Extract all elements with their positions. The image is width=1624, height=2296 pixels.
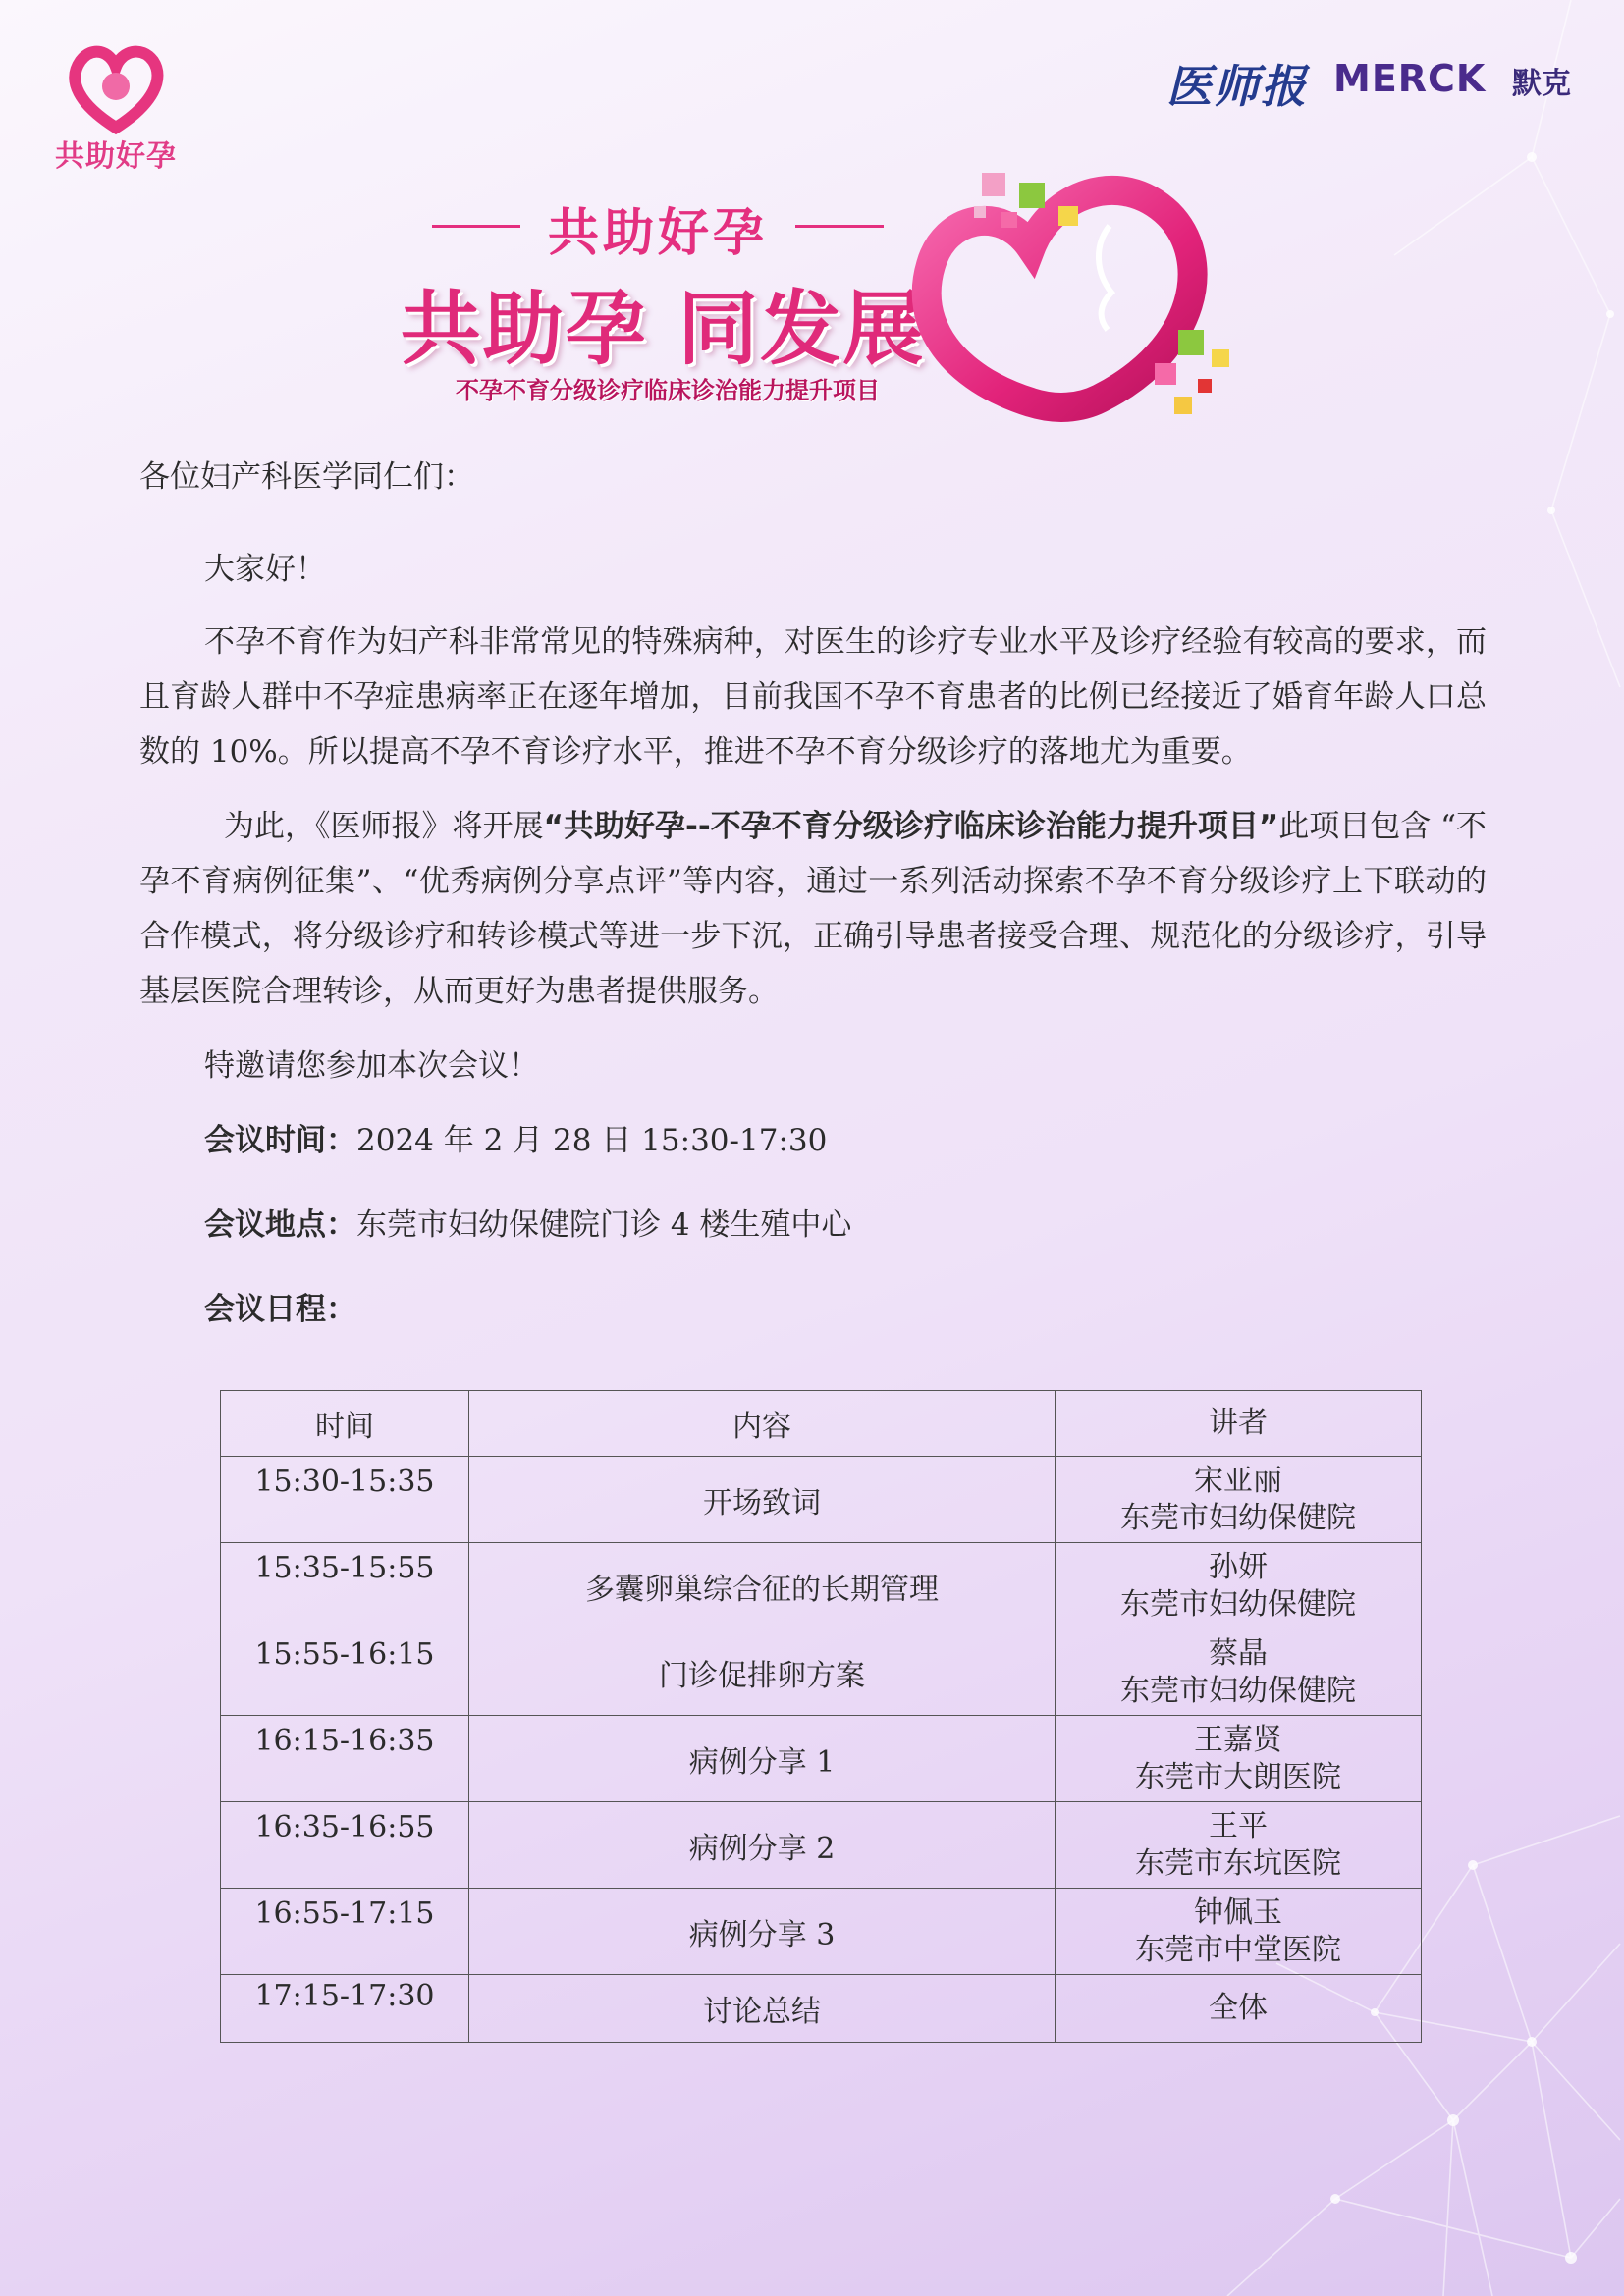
meeting-place bbox=[204, 1198, 1487, 1253]
table-row bbox=[221, 1975, 1422, 2043]
banner-caption: 不孕不育分级诊疗临床诊治能力提升项目 bbox=[456, 377, 880, 404]
row-speaker bbox=[1056, 1889, 1422, 1975]
table-row bbox=[221, 1889, 1422, 1975]
row-speaker bbox=[1056, 1543, 1422, 1629]
banner-subtitle: 共助好孕 bbox=[442, 191, 874, 265]
speaker-name: 钟佩玉 bbox=[1194, 1895, 1282, 1930]
speaker-hospital: 东莞市妇幼保健院 bbox=[1120, 1500, 1356, 1535]
table-row bbox=[221, 1716, 1422, 1802]
salutation: 各位妇产科医学同仁们： bbox=[139, 459, 474, 495]
speaker-name: 王嘉贤 bbox=[1194, 1722, 1282, 1757]
heart-emblem-icon bbox=[884, 157, 1257, 432]
row-speaker bbox=[1056, 1975, 1422, 2043]
sponsor-merck-cn-logo: 默克 bbox=[1512, 67, 1571, 101]
row-speaker bbox=[1056, 1802, 1422, 1889]
invitation-letter bbox=[139, 450, 1487, 1366]
row-time: 15:35-15:55 bbox=[221, 1543, 469, 1629]
speaker-hospital: 东莞市中堂医院 bbox=[1135, 1932, 1341, 1967]
header-speaker: 讲者 bbox=[1056, 1391, 1422, 1457]
speaker-name: 宋亚丽 bbox=[1194, 1463, 1282, 1498]
meeting-place-value: 东莞市妇幼保健院门诊 4 楼生殖中心 bbox=[356, 1207, 852, 1243]
speaker-name: 王平 bbox=[1209, 1808, 1268, 1843]
row-speaker bbox=[1056, 1716, 1422, 1802]
meeting-time-value: 2024 年 2 月 28 日 15:30-17:30 bbox=[356, 1123, 828, 1158]
speaker-hospital: 东莞市妇幼保健院 bbox=[1120, 1586, 1356, 1622]
speaker-name: 孙妍 bbox=[1209, 1549, 1268, 1584]
row-time: 17:15-17:30 bbox=[221, 1975, 469, 2043]
meeting-time-label: 会议时间： bbox=[204, 1123, 356, 1158]
meeting-place-label: 会议地点： bbox=[204, 1207, 356, 1243]
meeting-agenda-label: 会议日程： bbox=[204, 1292, 356, 1327]
schedule-table bbox=[220, 1390, 1422, 2043]
row-time: 15:30-15:35 bbox=[221, 1457, 469, 1543]
table-row bbox=[221, 1543, 1422, 1629]
logo-text: 共助好孕 bbox=[55, 139, 177, 174]
event-banner bbox=[383, 157, 1267, 432]
row-content: 病例分享 3 bbox=[469, 1889, 1056, 1975]
schedule-header-row bbox=[221, 1391, 1422, 1457]
table-row bbox=[221, 1802, 1422, 1889]
sponsor-yishibao-logo: 医师报 bbox=[1166, 60, 1308, 113]
row-content: 门诊促排卵方案 bbox=[469, 1629, 1056, 1716]
table-row bbox=[221, 1629, 1422, 1716]
speaker-hospital: 东莞市东坑医院 bbox=[1135, 1845, 1341, 1881]
banner-title: 共助孕 同发展 bbox=[400, 283, 926, 376]
row-time: 15:55-16:15 bbox=[221, 1629, 469, 1716]
row-time: 16:15-16:35 bbox=[221, 1716, 469, 1802]
row-content: 病例分享 1 bbox=[469, 1716, 1056, 1802]
project-logo bbox=[47, 41, 185, 179]
speaker-name: 蔡晶 bbox=[1209, 1635, 1268, 1671]
sponsor-merck-logo: MERCK bbox=[1333, 57, 1487, 100]
project-name: “共助好孕--不孕不育分级诊疗临床诊治能力提升项目” bbox=[543, 809, 1279, 844]
row-content: 多囊卵巢综合征的长期管理 bbox=[469, 1543, 1056, 1629]
meeting-time bbox=[204, 1113, 1487, 1168]
invitation-line: 特邀请您参加本次会议！ bbox=[204, 1048, 539, 1084]
greeting: 大家好！ bbox=[204, 552, 326, 587]
project-paragraph bbox=[139, 799, 1487, 1019]
row-speaker bbox=[1056, 1629, 1422, 1716]
row-content: 讨论总结 bbox=[469, 1975, 1056, 2043]
header-content: 内容 bbox=[469, 1391, 1056, 1457]
speaker-hospital: 东莞市大朗医院 bbox=[1135, 1759, 1341, 1794]
project-paragraph-prefix: 为此，《医师报》将开展 bbox=[224, 809, 544, 844]
header-time: 时间 bbox=[221, 1391, 469, 1457]
row-time: 16:55-17:15 bbox=[221, 1889, 469, 1975]
row-speaker bbox=[1056, 1457, 1422, 1543]
table-row bbox=[221, 1457, 1422, 1543]
meeting-agenda bbox=[204, 1282, 1487, 1337]
speaker-name: 全体 bbox=[1209, 1991, 1268, 2025]
speaker-hospital: 东莞市妇幼保健院 bbox=[1120, 1673, 1356, 1708]
heart-logo-icon bbox=[65, 41, 167, 135]
row-time: 16:35-16:55 bbox=[221, 1802, 469, 1889]
row-content: 开场致词 bbox=[469, 1457, 1056, 1543]
project-paragraph-suffix: 此项目包含 “不孕不育病例征集”、“优秀病例分享点评”等内容，通过一系列活动探索不孕不育分级诊疗上下联动的合作模式，将分级诊疗和转诊模式等进一步下沉，正确引导患者接受合理、规范化的分级诊疗，引导基层医院合理转诊，从而更好为患者提供服务。 bbox=[139, 809, 1488, 1009]
intro-paragraph: 不孕不育作为妇产科非常常见的特殊病种，对医生的诊疗专业水平及诊疗经验有较高的要求，而且育龄人群中不孕症患病率正在逐年增加，目前我国不孕不育患者的比例已经接近了婚育年龄人口总数的 10%。所以提高不孕不育诊疗水平，推进不孕不育分级诊疗的落地尤为重要。 bbox=[139, 624, 1487, 770]
row-content: 病例分享 2 bbox=[469, 1802, 1056, 1889]
